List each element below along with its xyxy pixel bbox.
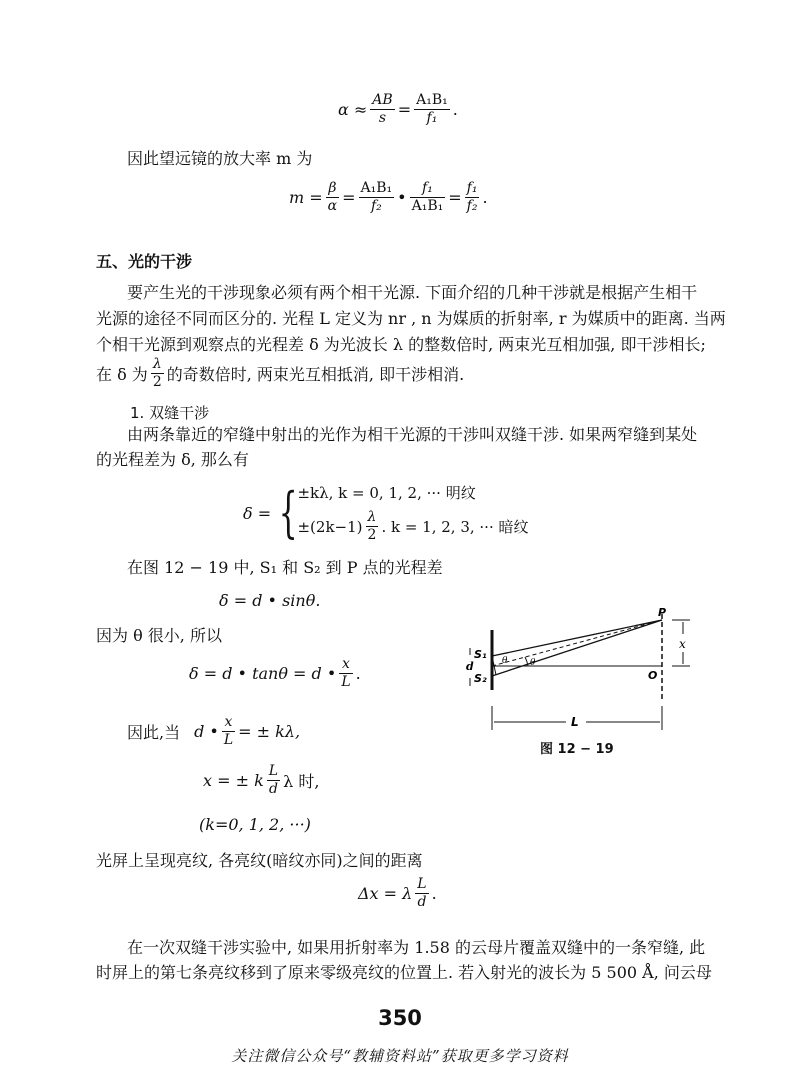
equals: = xyxy=(342,188,356,207)
k-values: (k=0, 1, 2, ···) xyxy=(199,815,311,834)
label-theta-2: θ xyxy=(530,658,536,668)
double-slit-figure xyxy=(458,606,698,746)
fraction xyxy=(151,356,164,391)
numerator: f₁ xyxy=(466,180,478,196)
fraction xyxy=(414,92,450,127)
denominator: f₁ xyxy=(426,110,438,126)
numerator: L xyxy=(417,876,427,892)
text-segment: λ 时, xyxy=(283,772,320,791)
fraction xyxy=(222,714,235,749)
left-brace: { xyxy=(278,481,298,544)
label-P: P xyxy=(658,606,667,619)
paragraph-1-line-2: 光源的途径不同而区分的. 光程 L 定义为 nr , n 为媒质的折射率, r 为媒质中的距离. 当两 xyxy=(96,309,726,328)
equals: = xyxy=(397,100,412,119)
ray-center xyxy=(492,620,662,666)
label-S2: S₂ xyxy=(474,672,487,685)
label-L: L xyxy=(571,715,579,729)
paragraph-2-line-1: 由两条靠近的窄缝中射出的光作为相干光源的干涉叫双缝干涉. 如果两窄缝到某处 xyxy=(127,425,698,444)
formula-delta-sin: δ = d • sinθ. xyxy=(219,591,321,610)
text-segment: δ = d • tanθ = d • xyxy=(189,664,337,683)
denominator: d xyxy=(417,894,427,910)
fraction xyxy=(359,180,395,215)
text-segment: 的奇数倍时, 两束光互相抵消, 即干涉相消. xyxy=(166,365,465,384)
label-d: d xyxy=(466,660,474,673)
cases xyxy=(297,482,528,544)
m-lhs: m = xyxy=(289,188,323,207)
equals: = xyxy=(448,188,462,207)
fraction xyxy=(370,92,394,127)
formula-delta-tan xyxy=(189,656,361,691)
denominator: f₂ xyxy=(370,198,382,214)
denominator: α xyxy=(327,198,338,214)
label-O: O xyxy=(648,669,658,682)
telescope-text: 因此望远镜的放大率 m 为 xyxy=(127,149,313,168)
paragraph-5: 光屏上呈现亮纹, 各亮纹(暗纹亦同)之间的距离 xyxy=(96,851,423,870)
text-segment: Δx = λ xyxy=(358,884,413,903)
ray-s2 xyxy=(492,620,662,676)
denominator: s xyxy=(378,110,387,126)
alpha-lhs: α ≈ xyxy=(338,100,368,119)
ray-s1 xyxy=(492,620,662,656)
numerator: λ xyxy=(366,509,379,527)
delta-lhs: δ = xyxy=(243,503,272,523)
formula-m xyxy=(289,180,488,215)
denominator: L xyxy=(341,674,351,690)
denominator: 2 xyxy=(152,374,162,390)
text-segment: d • xyxy=(194,722,219,741)
paragraph-1-line-3: 个相干光源到观察点的光程差 δ 为光波长 λ 的整数倍时, 两束光互相加强, 即干涉相长; xyxy=(96,335,706,354)
numerator: x xyxy=(339,656,352,674)
fraction xyxy=(366,509,379,544)
paragraph-6-line-2: 时屏上的第七条亮纹移到了原来零级亮纹的位置上. 若入射光的波长为 5 500 Å, 问云母 xyxy=(96,963,712,982)
text-segment: 在 δ 为 xyxy=(96,365,148,384)
paragraph-6-line-1: 在一次双缝干涉实验中, 如果用折射率为 1.58 的云母片覆盖双缝中的一条窄缝, 此 xyxy=(127,938,706,957)
fraction xyxy=(465,180,480,215)
numerator: L xyxy=(268,763,279,779)
numerator: AB xyxy=(372,92,393,108)
case-dark xyxy=(297,509,528,544)
when-label: 因此,当 xyxy=(127,723,181,742)
fraction xyxy=(326,180,339,215)
case-bright: ±kλ, k = 0, 1, 2, ··· 明纹 xyxy=(297,484,476,502)
denominator: f₂ xyxy=(466,198,478,214)
denominator: L xyxy=(223,732,234,748)
paragraph-3: 在图 12 − 19 中, S₁ 和 S₂ 到 P 点的光程差 xyxy=(127,558,443,577)
page-number: 350 xyxy=(378,1006,422,1030)
label-x: x xyxy=(679,637,686,651)
paragraph-2-line-2: 的光程差为 δ, 那么有 xyxy=(96,450,249,469)
denominator: A₁B₁ xyxy=(411,198,444,214)
sub-heading: 1. 双缝干涉 xyxy=(130,404,210,422)
formula-when xyxy=(127,714,300,749)
period: . xyxy=(452,100,458,119)
fraction xyxy=(415,876,428,911)
text-segment: = ± kλ, xyxy=(238,722,301,741)
dot: • xyxy=(397,188,407,207)
text-segment: . k = 1, 2, 3, ··· 暗纹 xyxy=(381,518,529,536)
footer-watermark: 关注微信公众号“教辅资料站”获取更多学习资料 xyxy=(231,1047,569,1065)
label-S1: S₁ xyxy=(474,648,487,661)
numerator: λ xyxy=(151,356,164,374)
text-segment: ±(2k−1) xyxy=(297,517,363,536)
period: . xyxy=(355,664,361,683)
fraction xyxy=(267,763,280,798)
numerator: x xyxy=(222,714,235,732)
fraction xyxy=(339,656,352,691)
formula-delta-cases xyxy=(243,482,528,544)
paragraph-1-line-4 xyxy=(96,356,464,391)
label-theta-1: θ xyxy=(502,656,508,666)
fraction xyxy=(410,180,446,215)
text-segment: x = ± k xyxy=(203,771,264,790)
numerator: f₁ xyxy=(410,180,446,198)
period: . xyxy=(482,188,488,207)
numerator: A₁B₁ xyxy=(416,92,448,108)
formula-delta-x xyxy=(358,876,437,911)
numerator: A₁B₁ xyxy=(360,180,393,196)
paragraph-1-line-1: 要产生光的干涉现象必须有两个相干光源. 下面介绍的几种干涉就是根据产生相干 xyxy=(127,283,698,302)
figure-caption: 图 12 − 19 xyxy=(540,742,614,757)
denominator: d xyxy=(268,781,278,797)
numerator: β xyxy=(326,180,339,198)
section-heading: 五、光的干涉 xyxy=(96,252,193,271)
formula-alpha xyxy=(338,92,458,127)
paragraph-4: 因为 θ 很小, 所以 xyxy=(96,626,222,645)
period: . xyxy=(431,884,437,903)
denominator: 2 xyxy=(367,527,377,543)
formula-x xyxy=(203,763,319,798)
